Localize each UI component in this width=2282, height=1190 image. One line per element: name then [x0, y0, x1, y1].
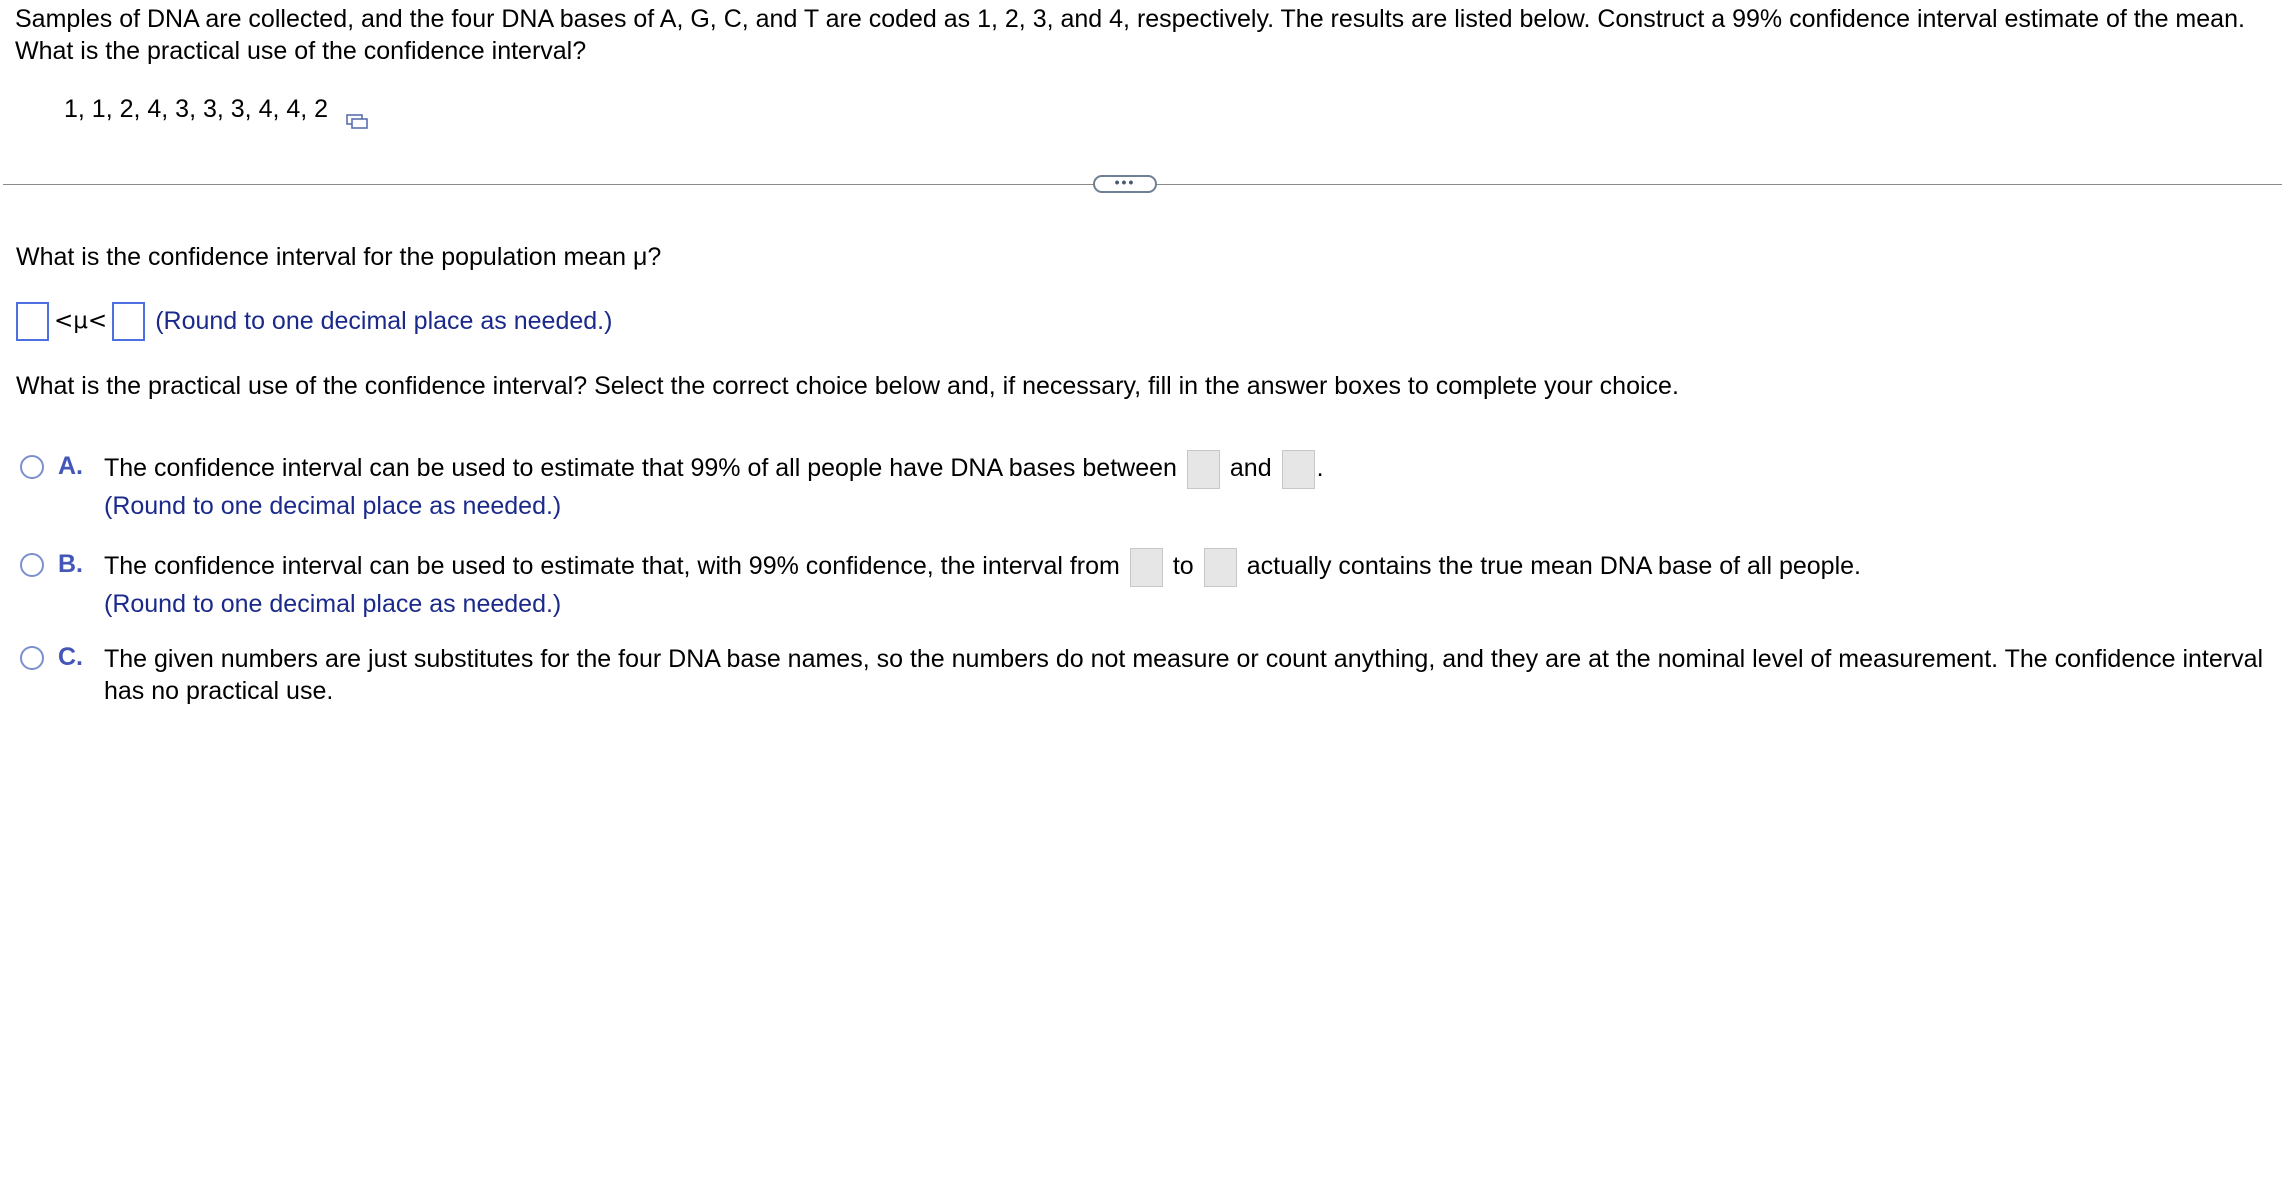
choice-b-letter: B.	[58, 550, 83, 578]
choice-c-text: The given numbers are just substitutes for the four DNA base names, so the numbers do not measure or count anything, and they are at the nominal level of measurement. The confidence interval has no practical use.	[104, 645, 2264, 705]
data-values-row	[64, 92, 368, 126]
rounding-hint: (Round to one decimal place as needed.)	[155, 306, 613, 335]
choice-c-letter: C.	[58, 643, 83, 671]
practical-use-question: What is the practical use of the confidence interval? Select the correct choice below and, if necessary, fill in the answer boxes to complete your choice.	[16, 372, 1679, 400]
choice-a-lower-input[interactable]	[1187, 450, 1220, 489]
choice-b-radio[interactable]	[20, 553, 44, 577]
choice-a-text-middle: and	[1229, 454, 1272, 482]
choice-b-text-middle: to	[1172, 552, 1194, 580]
copy-data-icon[interactable]	[346, 105, 368, 121]
choice-a-body	[104, 452, 1324, 522]
choice-a-text-before: The confidence interval can be used to estimate that 99% of all people have DNA bases between	[104, 454, 1177, 482]
choice-b-lower-input[interactable]	[1130, 548, 1163, 587]
choice-a-hint: (Round to one decimal place as needed.)	[104, 492, 562, 520]
choice-b-text-before: The confidence interval can be used to estimate that, with 99% confidence, the interval from	[104, 552, 1120, 580]
upper-bound-input[interactable]	[112, 302, 145, 341]
problem-prompt: Samples of DNA are collected, and the four DNA bases of A, G, C, and T are coded as 1, 2, 3, and 4, respectively. The results are listed below. Construct a 99% confidence interval estimate of the mean. What is the practical use of the confidence interval?	[15, 5, 2245, 65]
choice-c-radio[interactable]	[20, 646, 44, 670]
mu-inequality: <μ<	[54, 308, 108, 334]
lower-bound-input[interactable]	[16, 302, 49, 341]
interval-question: What is the confidence interval for the population mean μ?	[16, 243, 662, 271]
choice-b-upper-input[interactable]	[1204, 548, 1237, 587]
interval-answer-row	[16, 300, 612, 342]
choice-a-upper-input[interactable]	[1282, 450, 1315, 489]
choice-a-text-after: .	[1316, 454, 1324, 482]
choice-b-body	[104, 550, 1861, 620]
choice-b-text-after: actually contains the true mean DNA base of all people.	[1246, 552, 1861, 580]
data-values: 1, 1, 2, 4, 3, 3, 3, 4, 4, 2	[64, 95, 329, 123]
choice-b-hint: (Round to one decimal place as needed.)	[104, 590, 562, 618]
choice-a-radio[interactable]	[20, 455, 44, 479]
choice-a-letter: A.	[58, 452, 83, 480]
expand-more-button[interactable]: •••	[1093, 175, 1157, 193]
